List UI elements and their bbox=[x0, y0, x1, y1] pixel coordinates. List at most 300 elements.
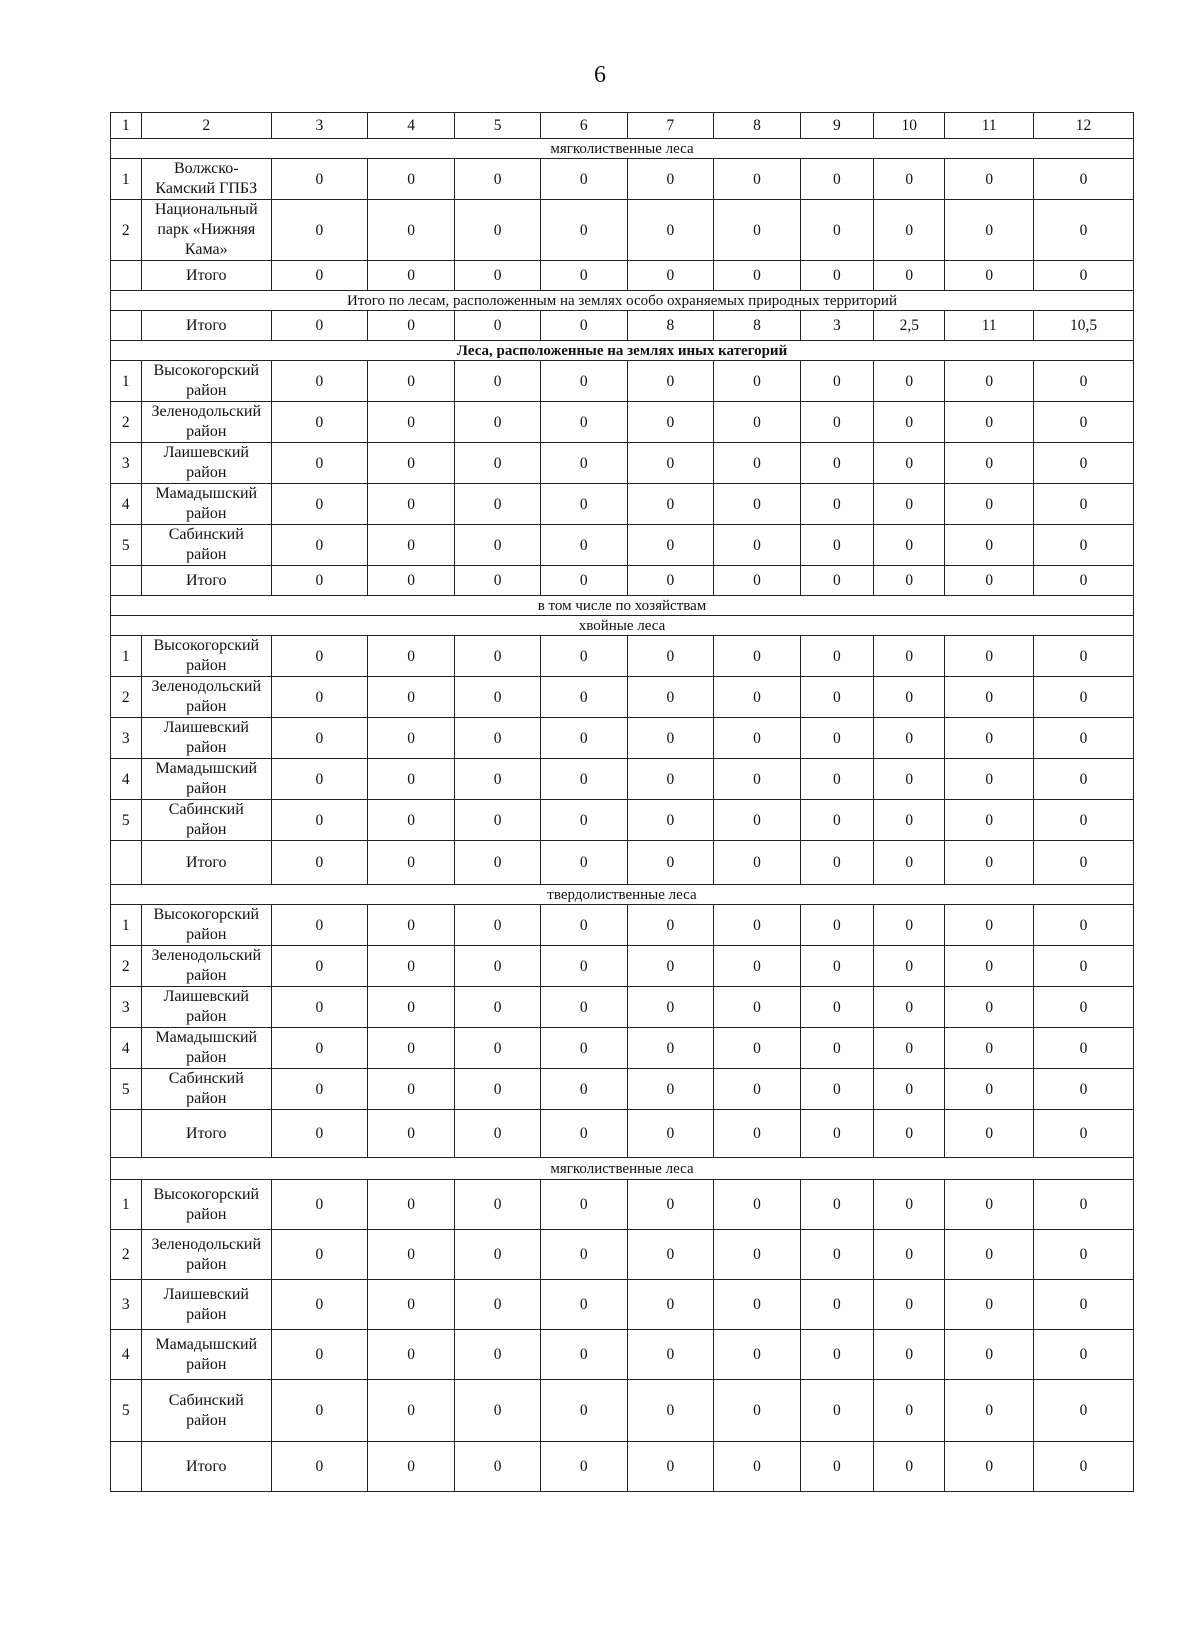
value-cell: 0 bbox=[271, 525, 367, 566]
value-cell: 0 bbox=[455, 1110, 541, 1158]
column-number-cell: 3 bbox=[271, 113, 367, 139]
value-cell: 0 bbox=[627, 1330, 714, 1380]
section-header-row bbox=[111, 885, 1134, 905]
value-cell: 0 bbox=[455, 525, 541, 566]
value-cell: 0 bbox=[271, 200, 367, 261]
value-cell: 0 bbox=[540, 1230, 627, 1280]
table-row bbox=[111, 200, 1134, 261]
row-name-cell: Лаишевский район bbox=[141, 987, 271, 1028]
row-name-cell: Национальный парк «Нижняя Кама» bbox=[141, 200, 271, 261]
value-cell: 0 bbox=[367, 1028, 455, 1069]
section-title: Итого по лесам, расположенным на землях особо охраняемых природных территорий bbox=[111, 291, 1134, 311]
table-row bbox=[111, 987, 1134, 1028]
value-cell: 0 bbox=[714, 1069, 801, 1110]
row-name-cell: Лаишевский район bbox=[141, 1280, 271, 1330]
value-cell: 0 bbox=[945, 1028, 1034, 1069]
section-title: в том числе по хозяйствам bbox=[111, 596, 1134, 616]
value-cell: 0 bbox=[1034, 1330, 1134, 1380]
value-cell: 0 bbox=[800, 841, 873, 885]
value-cell: 0 bbox=[367, 311, 455, 341]
forest-data-table bbox=[110, 112, 1134, 1492]
value-cell: 0 bbox=[367, 525, 455, 566]
value-cell: 0 bbox=[1034, 443, 1134, 484]
value-cell: 0 bbox=[800, 1180, 873, 1230]
value-cell: 0 bbox=[627, 402, 714, 443]
row-name-cell: Зеленодольский район bbox=[141, 677, 271, 718]
value-cell: 0 bbox=[627, 566, 714, 596]
value-cell: 0 bbox=[800, 718, 873, 759]
value-cell: 0 bbox=[874, 636, 945, 677]
value-cell: 0 bbox=[800, 946, 873, 987]
value-cell: 0 bbox=[627, 1280, 714, 1330]
value-cell: 0 bbox=[874, 159, 945, 200]
value-cell: 0 bbox=[874, 905, 945, 946]
value-cell: 0 bbox=[455, 1069, 541, 1110]
table-row bbox=[111, 1110, 1134, 1158]
value-cell: 0 bbox=[455, 759, 541, 800]
row-name-cell: Сабинский район bbox=[141, 525, 271, 566]
column-number-cell: 1 bbox=[111, 113, 142, 139]
value-cell: 0 bbox=[945, 1330, 1034, 1380]
value-cell: 0 bbox=[1034, 946, 1134, 987]
value-cell: 0 bbox=[271, 361, 367, 402]
value-cell: 0 bbox=[1034, 759, 1134, 800]
value-cell: 0 bbox=[627, 677, 714, 718]
column-number-cell: 5 bbox=[455, 113, 541, 139]
value-cell: 0 bbox=[367, 905, 455, 946]
value-cell: 0 bbox=[800, 525, 873, 566]
row-number-cell: 2 bbox=[111, 1230, 142, 1280]
value-cell: 0 bbox=[945, 566, 1034, 596]
row-number-cell: 3 bbox=[111, 987, 142, 1028]
value-cell: 0 bbox=[271, 1110, 367, 1158]
value-cell: 0 bbox=[627, 987, 714, 1028]
value-cell: 0 bbox=[627, 200, 714, 261]
value-cell: 0 bbox=[367, 1230, 455, 1280]
value-cell: 0 bbox=[1034, 402, 1134, 443]
value-cell: 0 bbox=[714, 636, 801, 677]
value-cell: 0 bbox=[714, 841, 801, 885]
value-cell: 0 bbox=[271, 443, 367, 484]
value-cell: 0 bbox=[540, 1110, 627, 1158]
row-number-cell: 2 bbox=[111, 402, 142, 443]
value-cell: 0 bbox=[455, 841, 541, 885]
section-title: хвойные леса bbox=[111, 616, 1134, 636]
value-cell: 0 bbox=[800, 905, 873, 946]
table-row bbox=[111, 1280, 1134, 1330]
row-name-cell: Высокогорский район bbox=[141, 636, 271, 677]
value-cell: 0 bbox=[627, 159, 714, 200]
value-cell: 0 bbox=[627, 1380, 714, 1442]
value-cell: 0 bbox=[367, 1330, 455, 1380]
value-cell: 0 bbox=[540, 905, 627, 946]
row-number-cell: 5 bbox=[111, 800, 142, 841]
value-cell: 0 bbox=[367, 1380, 455, 1442]
value-cell: 0 bbox=[800, 1230, 873, 1280]
value-cell: 0 bbox=[540, 566, 627, 596]
table-row bbox=[111, 677, 1134, 718]
value-cell: 0 bbox=[271, 311, 367, 341]
table-row bbox=[111, 1230, 1134, 1280]
value-cell: 0 bbox=[367, 1110, 455, 1158]
value-cell: 0 bbox=[627, 1069, 714, 1110]
value-cell: 0 bbox=[627, 484, 714, 525]
value-cell: 0 bbox=[540, 311, 627, 341]
table-row bbox=[111, 361, 1134, 402]
value-cell: 0 bbox=[540, 677, 627, 718]
value-cell: 0 bbox=[540, 1380, 627, 1442]
row-number-cell: 4 bbox=[111, 759, 142, 800]
value-cell: 0 bbox=[714, 759, 801, 800]
value-cell: 0 bbox=[714, 1280, 801, 1330]
table-row bbox=[111, 566, 1134, 596]
value-cell: 0 bbox=[945, 1442, 1034, 1492]
value-cell: 0 bbox=[874, 1110, 945, 1158]
row-number-cell bbox=[111, 841, 142, 885]
value-cell: 0 bbox=[714, 566, 801, 596]
value-cell: 0 bbox=[455, 1180, 541, 1230]
value-cell: 0 bbox=[367, 402, 455, 443]
value-cell: 0 bbox=[455, 311, 541, 341]
section-title: мягколиственные леса bbox=[111, 139, 1134, 159]
value-cell: 0 bbox=[540, 402, 627, 443]
value-cell: 0 bbox=[800, 1330, 873, 1380]
section-title: Леса, расположенные на землях иных категорий bbox=[111, 341, 1134, 361]
value-cell: 0 bbox=[540, 1028, 627, 1069]
value-cell: 0 bbox=[874, 1028, 945, 1069]
value-cell: 8 bbox=[627, 311, 714, 341]
value-cell: 0 bbox=[1034, 1280, 1134, 1330]
value-cell: 0 bbox=[271, 1330, 367, 1380]
value-cell: 0 bbox=[271, 402, 367, 443]
value-cell: 0 bbox=[800, 1110, 873, 1158]
value-cell: 0 bbox=[714, 1330, 801, 1380]
value-cell: 0 bbox=[714, 1180, 801, 1230]
column-number-cell: 8 bbox=[714, 113, 801, 139]
value-cell: 0 bbox=[945, 525, 1034, 566]
value-cell: 0 bbox=[714, 484, 801, 525]
value-cell: 0 bbox=[874, 261, 945, 291]
value-cell: 0 bbox=[627, 800, 714, 841]
row-number-cell: 5 bbox=[111, 1069, 142, 1110]
value-cell: 0 bbox=[455, 946, 541, 987]
value-cell: 0 bbox=[945, 1230, 1034, 1280]
value-cell: 0 bbox=[874, 361, 945, 402]
value-cell: 0 bbox=[455, 1028, 541, 1069]
row-number-cell: 3 bbox=[111, 1280, 142, 1330]
value-cell: 0 bbox=[800, 566, 873, 596]
value-cell: 0 bbox=[627, 636, 714, 677]
row-number-cell: 4 bbox=[111, 484, 142, 525]
value-cell: 11 bbox=[945, 311, 1034, 341]
value-cell: 0 bbox=[1034, 677, 1134, 718]
row-number-cell: 1 bbox=[111, 905, 142, 946]
value-cell: 0 bbox=[874, 841, 945, 885]
table-row bbox=[111, 159, 1134, 200]
value-cell: 0 bbox=[714, 1110, 801, 1158]
value-cell: 0 bbox=[1034, 484, 1134, 525]
value-cell: 0 bbox=[271, 905, 367, 946]
value-cell: 0 bbox=[800, 987, 873, 1028]
value-cell: 0 bbox=[874, 1380, 945, 1442]
value-cell: 0 bbox=[540, 987, 627, 1028]
row-number-cell: 4 bbox=[111, 1028, 142, 1069]
row-name-cell: Итого bbox=[141, 261, 271, 291]
value-cell: 0 bbox=[800, 759, 873, 800]
value-cell: 0 bbox=[540, 718, 627, 759]
value-cell: 0 bbox=[1034, 905, 1134, 946]
value-cell: 8 bbox=[714, 311, 801, 341]
value-cell: 0 bbox=[455, 636, 541, 677]
column-number-cell: 2 bbox=[141, 113, 271, 139]
value-cell: 0 bbox=[800, 159, 873, 200]
value-cell: 0 bbox=[1034, 718, 1134, 759]
value-cell: 0 bbox=[455, 443, 541, 484]
value-cell: 0 bbox=[271, 841, 367, 885]
value-cell: 0 bbox=[271, 1028, 367, 1069]
table-row bbox=[111, 261, 1134, 291]
value-cell: 0 bbox=[945, 159, 1034, 200]
value-cell: 0 bbox=[540, 759, 627, 800]
value-cell: 0 bbox=[367, 636, 455, 677]
value-cell: 0 bbox=[271, 987, 367, 1028]
value-cell: 0 bbox=[455, 566, 541, 596]
column-number-cell: 6 bbox=[540, 113, 627, 139]
value-cell: 0 bbox=[1034, 261, 1134, 291]
row-number-cell: 5 bbox=[111, 1380, 142, 1442]
row-number-cell: 3 bbox=[111, 718, 142, 759]
value-cell: 0 bbox=[367, 443, 455, 484]
column-number-cell: 4 bbox=[367, 113, 455, 139]
value-cell: 0 bbox=[714, 443, 801, 484]
value-cell: 0 bbox=[540, 1330, 627, 1380]
value-cell: 0 bbox=[540, 200, 627, 261]
row-name-cell: Сабинский район bbox=[141, 1069, 271, 1110]
value-cell: 0 bbox=[627, 1028, 714, 1069]
value-cell: 0 bbox=[945, 484, 1034, 525]
value-cell: 0 bbox=[540, 1180, 627, 1230]
value-cell: 0 bbox=[271, 800, 367, 841]
row-name-cell: Мамадышский район bbox=[141, 1330, 271, 1380]
value-cell: 0 bbox=[540, 361, 627, 402]
value-cell: 0 bbox=[455, 1442, 541, 1492]
value-cell: 0 bbox=[455, 987, 541, 1028]
column-number-row bbox=[111, 113, 1134, 139]
table-row bbox=[111, 1028, 1134, 1069]
table-row bbox=[111, 484, 1134, 525]
section-title: мягколиственные леса bbox=[111, 1158, 1134, 1180]
row-number-cell: 1 bbox=[111, 361, 142, 402]
value-cell: 0 bbox=[1034, 1442, 1134, 1492]
value-cell: 0 bbox=[945, 636, 1034, 677]
table-row bbox=[111, 946, 1134, 987]
value-cell: 0 bbox=[540, 946, 627, 987]
value-cell: 0 bbox=[874, 1280, 945, 1330]
value-cell: 0 bbox=[271, 677, 367, 718]
value-cell: 0 bbox=[455, 718, 541, 759]
value-cell: 0 bbox=[800, 402, 873, 443]
value-cell: 0 bbox=[874, 443, 945, 484]
row-number-cell: 1 bbox=[111, 1180, 142, 1230]
value-cell: 0 bbox=[800, 677, 873, 718]
column-number-cell: 9 bbox=[800, 113, 873, 139]
value-cell: 0 bbox=[367, 200, 455, 261]
value-cell: 0 bbox=[271, 484, 367, 525]
value-cell: 0 bbox=[271, 1280, 367, 1330]
value-cell: 0 bbox=[367, 261, 455, 291]
value-cell: 0 bbox=[714, 946, 801, 987]
value-cell: 0 bbox=[945, 261, 1034, 291]
value-cell: 0 bbox=[714, 1230, 801, 1280]
value-cell: 0 bbox=[714, 402, 801, 443]
value-cell: 0 bbox=[455, 1380, 541, 1442]
value-cell: 0 bbox=[1034, 636, 1134, 677]
value-cell: 0 bbox=[455, 484, 541, 525]
value-cell: 0 bbox=[945, 677, 1034, 718]
value-cell: 0 bbox=[714, 525, 801, 566]
section-header-row bbox=[111, 616, 1134, 636]
row-name-cell: Мамадышский район bbox=[141, 484, 271, 525]
value-cell: 2,5 bbox=[874, 311, 945, 341]
value-cell: 0 bbox=[455, 800, 541, 841]
value-cell: 0 bbox=[367, 677, 455, 718]
value-cell: 0 bbox=[540, 443, 627, 484]
value-cell: 0 bbox=[627, 1180, 714, 1230]
value-cell: 0 bbox=[455, 159, 541, 200]
row-name-cell: Зеленодольский район bbox=[141, 1230, 271, 1280]
value-cell: 0 bbox=[1034, 1230, 1134, 1280]
value-cell: 0 bbox=[1034, 1180, 1134, 1230]
value-cell: 0 bbox=[540, 525, 627, 566]
value-cell: 0 bbox=[714, 361, 801, 402]
value-cell: 0 bbox=[367, 718, 455, 759]
value-cell: 0 bbox=[874, 946, 945, 987]
value-cell: 0 bbox=[800, 443, 873, 484]
row-number-cell bbox=[111, 1442, 142, 1492]
row-number-cell: 2 bbox=[111, 677, 142, 718]
value-cell: 0 bbox=[540, 841, 627, 885]
value-cell: 0 bbox=[455, 261, 541, 291]
value-cell: 0 bbox=[367, 1280, 455, 1330]
column-number-cell: 10 bbox=[874, 113, 945, 139]
value-cell: 0 bbox=[627, 946, 714, 987]
row-name-cell: Высокогорский район bbox=[141, 1180, 271, 1230]
value-cell: 0 bbox=[540, 261, 627, 291]
table-row bbox=[111, 718, 1134, 759]
row-name-cell: Итого bbox=[141, 311, 271, 341]
value-cell: 0 bbox=[271, 718, 367, 759]
value-cell: 0 bbox=[714, 200, 801, 261]
table-row bbox=[111, 1069, 1134, 1110]
value-cell: 0 bbox=[1034, 987, 1134, 1028]
table-row bbox=[111, 841, 1134, 885]
row-name-cell: Высокогорский район bbox=[141, 905, 271, 946]
value-cell: 0 bbox=[455, 200, 541, 261]
value-cell: 0 bbox=[800, 636, 873, 677]
value-cell: 10,5 bbox=[1034, 311, 1134, 341]
value-cell: 0 bbox=[455, 361, 541, 402]
value-cell: 0 bbox=[367, 1442, 455, 1492]
value-cell: 0 bbox=[874, 718, 945, 759]
row-number-cell bbox=[111, 566, 142, 596]
table-row bbox=[111, 905, 1134, 946]
value-cell: 0 bbox=[800, 200, 873, 261]
value-cell: 0 bbox=[945, 987, 1034, 1028]
value-cell: 0 bbox=[945, 200, 1034, 261]
value-cell: 0 bbox=[540, 1442, 627, 1492]
value-cell: 0 bbox=[874, 1069, 945, 1110]
row-number-cell: 2 bbox=[111, 200, 142, 261]
value-cell: 0 bbox=[714, 987, 801, 1028]
row-name-cell: Итого bbox=[141, 566, 271, 596]
row-name-cell: Сабинский район bbox=[141, 1380, 271, 1442]
value-cell: 0 bbox=[271, 159, 367, 200]
value-cell: 0 bbox=[540, 636, 627, 677]
value-cell: 0 bbox=[800, 1442, 873, 1492]
value-cell: 0 bbox=[627, 1442, 714, 1492]
value-cell: 0 bbox=[367, 1180, 455, 1230]
value-cell: 0 bbox=[271, 636, 367, 677]
value-cell: 0 bbox=[455, 1230, 541, 1280]
value-cell: 0 bbox=[271, 759, 367, 800]
value-cell: 3 bbox=[800, 311, 873, 341]
value-cell: 0 bbox=[627, 759, 714, 800]
row-number-cell bbox=[111, 311, 142, 341]
value-cell: 0 bbox=[945, 759, 1034, 800]
value-cell: 0 bbox=[455, 1330, 541, 1380]
value-cell: 0 bbox=[455, 905, 541, 946]
value-cell: 0 bbox=[271, 261, 367, 291]
section-header-row bbox=[111, 1158, 1134, 1180]
value-cell: 0 bbox=[800, 261, 873, 291]
value-cell: 0 bbox=[945, 800, 1034, 841]
row-name-cell: Сабинский район bbox=[141, 800, 271, 841]
value-cell: 0 bbox=[271, 1180, 367, 1230]
table-row bbox=[111, 1330, 1134, 1380]
row-name-cell: Зеленодольский район bbox=[141, 946, 271, 987]
value-cell: 0 bbox=[945, 905, 1034, 946]
value-cell: 0 bbox=[1034, 1069, 1134, 1110]
value-cell: 0 bbox=[714, 677, 801, 718]
value-cell: 0 bbox=[540, 484, 627, 525]
column-number-cell: 7 bbox=[627, 113, 714, 139]
column-number-cell: 11 bbox=[945, 113, 1034, 139]
value-cell: 0 bbox=[945, 443, 1034, 484]
row-name-cell: Лаишевский район bbox=[141, 443, 271, 484]
row-name-cell: Итого bbox=[141, 1442, 271, 1492]
section-header-row bbox=[111, 596, 1134, 616]
row-name-cell: Мамадышский район bbox=[141, 1028, 271, 1069]
value-cell: 0 bbox=[874, 759, 945, 800]
value-cell: 0 bbox=[627, 1110, 714, 1158]
value-cell: 0 bbox=[945, 1280, 1034, 1330]
value-cell: 0 bbox=[367, 800, 455, 841]
value-cell: 0 bbox=[945, 718, 1034, 759]
value-cell: 0 bbox=[1034, 800, 1134, 841]
section-header-row bbox=[111, 139, 1134, 159]
value-cell: 0 bbox=[627, 261, 714, 291]
value-cell: 0 bbox=[800, 361, 873, 402]
table-row bbox=[111, 759, 1134, 800]
value-cell: 0 bbox=[1034, 566, 1134, 596]
value-cell: 0 bbox=[800, 1028, 873, 1069]
value-cell: 0 bbox=[271, 1442, 367, 1492]
row-number-cell: 1 bbox=[111, 636, 142, 677]
table-row bbox=[111, 402, 1134, 443]
value-cell: 0 bbox=[367, 159, 455, 200]
value-cell: 0 bbox=[1034, 841, 1134, 885]
value-cell: 0 bbox=[874, 402, 945, 443]
